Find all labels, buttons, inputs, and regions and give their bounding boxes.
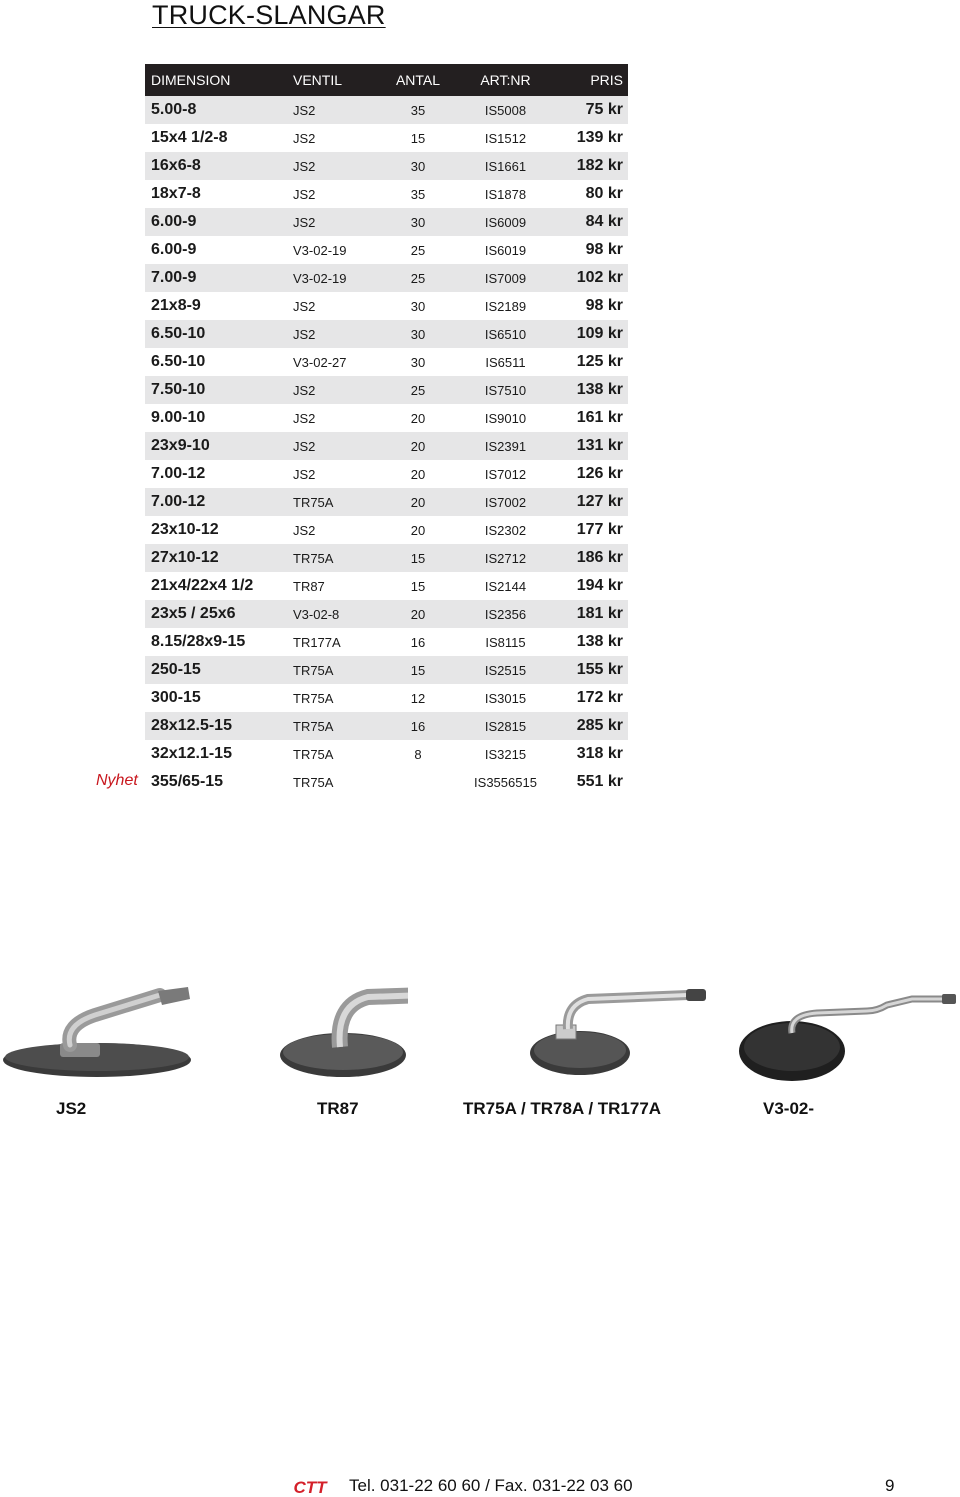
cell-pris: 318 kr [576,745,623,762]
valve-label-tr87: TR87 [317,1099,359,1118]
cell-artnr: IS3556515 [474,774,537,790]
cell-dimension: 7.00-9 [151,269,197,286]
cell-artnr: IS2515 [484,662,527,678]
cell-pris: 186 kr [576,549,623,566]
cell-dimension: 15x4 1/2-8 [151,129,228,146]
valve-tr87-image [278,985,408,1085]
cell-antal: 20 [410,606,426,622]
table-row [145,656,628,684]
cell-antal: 35 [410,102,426,118]
cell-pris: 109 kr [576,325,623,342]
table-row [145,348,628,376]
cell-dimension: 5.00-8 [151,101,197,118]
cell-antal: 8 [414,746,422,762]
table-row [145,516,628,544]
table-row [145,236,628,264]
table-row [145,544,628,572]
cell-ventil: TR75A [293,550,334,566]
cell-antal: 20 [410,410,426,426]
valve-js2-image [0,985,195,1085]
cell-ventil: TR75A [293,662,334,678]
cell-dimension: 18x7-8 [151,185,201,202]
cell-ventil: JS2 [293,214,316,230]
header-ventil: VENTIL [293,72,343,88]
cell-artnr: IS1661 [484,158,527,174]
cell-artnr: IS3215 [484,746,527,762]
cell-ventil: TR177A [293,634,341,650]
table-header [145,64,628,96]
cell-dimension: 8.15/28x9-15 [151,633,246,650]
cell-pris: 155 kr [576,661,623,678]
cell-antal: 12 [410,690,426,706]
cell-pris: 102 kr [576,269,623,286]
cell-ventil: V3-02-8 [293,606,340,622]
cell-dimension: 21x8-9 [151,297,201,314]
cell-antal: 30 [410,326,426,342]
header-dimension: DIMENSION [151,72,231,88]
table-row [145,460,628,488]
cell-artnr: IS7510 [484,382,527,398]
cell-pris: 161 kr [576,409,623,426]
cell-antal: 30 [410,354,426,370]
cell-artnr: IS2356 [484,606,527,622]
table-row [145,376,628,404]
cell-dimension: 6.50-10 [151,353,206,370]
cell-ventil: JS2 [293,438,316,454]
cell-pris: 551 kr [576,773,623,790]
footer-contact: Tel. 031-22 60 60 / Fax. 031-22 03 60 [349,1476,633,1495]
table-row [145,432,628,460]
cell-dimension: 16x6-8 [151,157,201,174]
svg-text:CTT: CTT [293,1478,327,1496]
cell-antal: 30 [410,298,426,314]
table-row [145,628,628,656]
cell-ventil: JS2 [293,102,316,118]
cell-artnr: IS6510 [484,326,527,342]
cell-ventil: JS2 [293,158,316,174]
table-row [145,124,628,152]
valve-label-tr75a: TR75A / TR78A / TR177A [463,1099,662,1118]
cell-dimension: 9.00-10 [151,409,206,426]
cell-dimension: 23x10-12 [151,521,219,538]
table-row [145,320,628,348]
cell-ventil: V3-02-27 [293,354,347,370]
table-row [145,96,628,124]
table-row [145,180,628,208]
cell-ventil: TR75A [293,690,334,706]
valve-tr75a-image [528,985,728,1085]
cell-pris: 127 kr [576,493,623,510]
cell-dimension: 6.00-9 [151,241,197,258]
cell-pris: 126 kr [576,465,623,482]
cell-ventil: TR87 [293,578,325,594]
cell-pris: 285 kr [576,717,623,734]
cell-pris: 80 kr [585,185,623,202]
cell-pris: 131 kr [576,437,623,454]
cell-dimension: 250-15 [151,661,201,678]
cell-dimension: 6.00-9 [151,213,197,230]
cell-pris: 138 kr [576,633,623,650]
valve-label-js2: JS2 [56,1099,87,1118]
cell-dimension: 7.50-10 [151,381,206,398]
cell-ventil: JS2 [293,326,316,342]
cell-ventil: TR75A [293,494,334,510]
cell-dimension: 6.50-10 [151,325,206,342]
cell-dimension: 32x12.1-15 [151,745,232,762]
header-pris: PRIS [590,72,623,88]
valve-label-v3: V3-02- [763,1099,815,1118]
cell-artnr: IS5008 [484,102,527,118]
table-row [145,208,628,236]
table-body [145,96,628,796]
cell-ventil: V3-02-19 [293,242,347,258]
cell-antal: 25 [410,382,426,398]
table-row [145,488,628,516]
cell-dimension: 355/65-15 [151,773,224,790]
cell-pris: 139 kr [576,129,623,146]
cell-dimension: 21x4/22x4 1/2 [151,577,254,594]
cell-artnr: IS2189 [484,298,527,314]
table-row [145,152,628,180]
cell-antal: 25 [410,242,426,258]
table-row [145,264,628,292]
cell-dimension: 7.00-12 [151,493,206,510]
table-row [145,600,628,628]
cell-antal: 20 [410,522,426,538]
table-row [145,572,628,600]
cell-antal: 20 [410,438,426,454]
cell-artnr: IS7002 [484,494,527,510]
cell-dimension: 7.00-12 [151,465,206,482]
cell-pris: 194 kr [576,577,623,594]
cell-pris: 125 kr [576,353,623,370]
cell-pris: 138 kr [576,381,623,398]
cell-antal: 25 [410,270,426,286]
cell-artnr: IS2302 [484,522,527,538]
page-title: TRUCK-SLANGAR [152,0,386,30]
header-antal: ANTAL [395,72,441,88]
valve-v3-image [737,985,960,1085]
cell-artnr: IS2815 [484,718,527,734]
cell-pris: 98 kr [585,297,623,314]
cell-antal: 20 [410,466,426,482]
cell-ventil: JS2 [293,298,316,314]
cell-antal: 20 [410,494,426,510]
cell-artnr: IS7012 [484,466,527,482]
cell-pris: 181 kr [576,605,623,622]
header-artnr: ART:NR [480,72,531,88]
cell-dimension: 23x5 / 25x6 [151,605,236,622]
cell-artnr: IS6009 [484,214,527,230]
cell-artnr: IS6019 [484,242,527,258]
cell-artnr: IS6511 [485,354,526,370]
cell-artnr: IS3015 [484,690,527,706]
cell-antal: 30 [410,214,426,230]
cell-ventil: TR75A [293,774,334,790]
cell-artnr: IS7009 [484,270,527,286]
table-row [145,768,628,796]
cell-pris: 172 kr [576,689,623,706]
cell-artnr: IS1512 [484,130,527,146]
table-row [145,712,628,740]
cell-ventil: JS2 [293,130,316,146]
cell-ventil: TR75A [293,718,334,734]
table-row [145,740,628,768]
cell-artnr: IS2391 [484,438,527,454]
price-table [145,64,628,796]
cell-ventil: JS2 [293,410,316,426]
cell-artnr: IS8115 [485,634,526,650]
table-row [145,684,628,712]
cell-artnr: IS1878 [484,186,527,202]
cell-ventil: JS2 [293,382,316,398]
cell-ventil: JS2 [293,186,316,202]
cell-pris: 177 kr [576,521,623,538]
cell-pris: 84 kr [585,213,623,230]
cell-pris: 98 kr [585,241,623,258]
table-row [145,292,628,320]
ctt-logo [281,1478,339,1496]
cell-pris: 75 kr [585,101,623,118]
cell-ventil: JS2 [293,522,316,538]
cell-artnr: IS9010 [484,410,527,426]
cell-pris: 182 kr [576,157,623,174]
cell-ventil: TR75A [293,746,334,762]
cell-antal: 16 [410,634,426,650]
cell-dimension: 27x10-12 [151,549,219,566]
new-badge: Nyhet [96,772,138,789]
cell-dimension: 23x9-10 [151,437,210,454]
cell-ventil: JS2 [293,466,316,482]
cell-artnr: IS2144 [484,578,527,594]
cell-antal: 35 [410,186,426,202]
cell-ventil: V3-02-19 [293,270,347,286]
cell-antal: 30 [410,158,426,174]
cell-antal: 16 [410,718,426,734]
cell-artnr: IS2712 [484,550,527,566]
page-number: 9 [885,1476,895,1495]
cell-dimension: 28x12.5-15 [151,717,232,734]
cell-dimension: 300-15 [151,689,201,706]
cell-antal: 15 [410,130,426,146]
table-row [145,404,628,432]
cell-antal: 15 [410,578,426,594]
cell-antal: 15 [410,662,426,678]
cell-antal: 15 [410,550,426,566]
